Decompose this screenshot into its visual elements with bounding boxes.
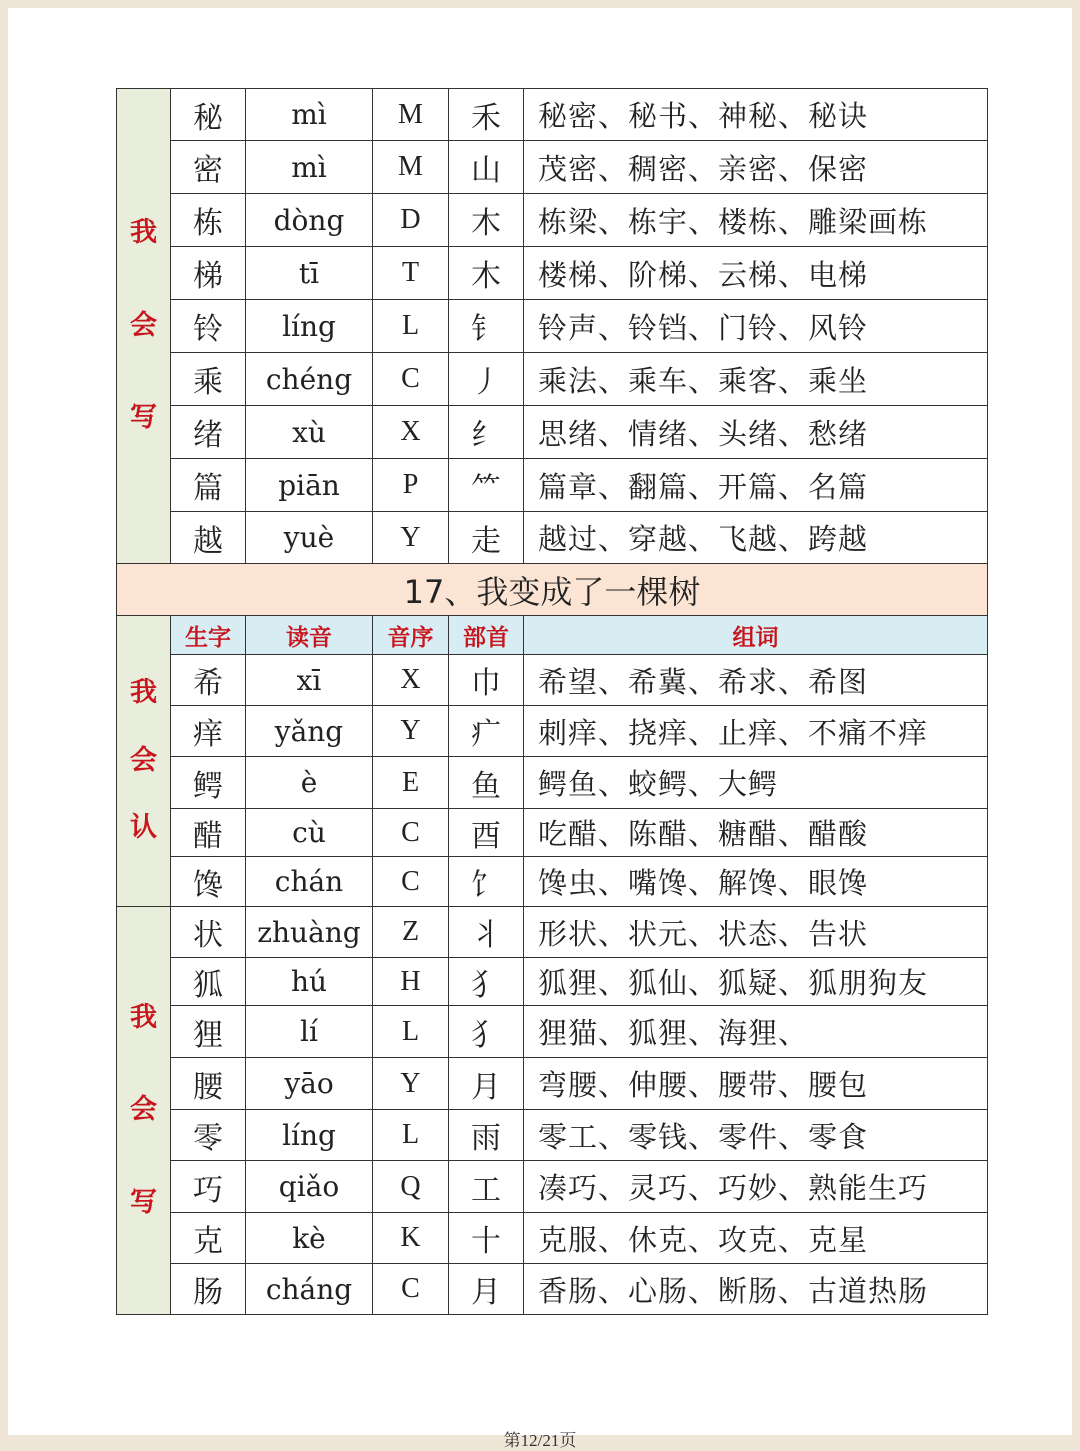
character-cell: 肠 [171, 1264, 246, 1315]
table-row [117, 958, 988, 1006]
radical-cell: 雨 [449, 1110, 524, 1161]
letter-order-cell: D [373, 194, 449, 247]
letter-order-cell: E [373, 757, 449, 809]
header-row [117, 616, 988, 655]
table-row [117, 194, 988, 247]
radical-cell: 月 [449, 1058, 524, 1110]
pinyin-cell: hú [246, 958, 373, 1006]
table-row [117, 706, 988, 757]
character-cell: 密 [171, 141, 246, 194]
radical-cell: 山 [449, 141, 524, 194]
words-cell: 乘法、乘车、乘客、乘坐 [524, 353, 988, 406]
character-cell: 秘 [171, 89, 246, 141]
words-cell: 茂密、稠密、亲密、保密 [524, 141, 988, 194]
words-cell: 形状、状元、状态、告状 [524, 907, 988, 958]
words-cell: 狐狸、狐仙、狐疑、狐朋狗友 [524, 958, 988, 1006]
page-number: 第12/21页 [503, 1431, 577, 1450]
table-row [117, 857, 988, 907]
letter-order-cell: L [373, 1006, 449, 1058]
table-row [117, 757, 988, 809]
column-header-pinyin: 读音 [246, 616, 373, 655]
section-label-char: 认 [130, 812, 157, 844]
words-cell: 思绪、情绪、头绪、愁绪 [524, 406, 988, 459]
pinyin-cell: qiǎo [246, 1161, 373, 1213]
pinyin-cell: cháng [246, 1264, 373, 1315]
pinyin-cell: mì [246, 89, 373, 141]
letter-order-cell: Q [373, 1161, 449, 1213]
words-cell: 馋虫、嘴馋、解馋、眼馋 [524, 857, 988, 907]
words-cell: 克服、休克、攻克、克星 [524, 1213, 988, 1264]
words-cell: 希望、希冀、希求、希图 [524, 655, 988, 706]
pinyin-cell: chéng [246, 353, 373, 406]
radical-cell: ⺮ [449, 459, 524, 512]
words-cell: 弯腰、伸腰、腰带、腰包 [524, 1058, 988, 1110]
pinyin-cell: zhuàng [246, 907, 373, 958]
radical-cell: 工 [449, 1161, 524, 1213]
letter-order-cell: Y [373, 706, 449, 757]
pinyin-cell: piān [246, 459, 373, 512]
character-cell: 铃 [171, 300, 246, 353]
character-cell: 狸 [171, 1006, 246, 1058]
radical-cell: 走 [449, 512, 524, 564]
table-row [117, 247, 988, 300]
pinyin-cell: yuè [246, 512, 373, 564]
letter-order-cell: M [373, 141, 449, 194]
character-cell: 克 [171, 1213, 246, 1264]
table-row [117, 1161, 988, 1213]
table-row [117, 300, 988, 353]
letter-order-cell: C [373, 857, 449, 907]
words-cell: 铃声、铃铛、门铃、风铃 [524, 300, 988, 353]
section-label [117, 89, 171, 564]
section-label-char: 我 [130, 1001, 157, 1033]
letter-order-cell: C [373, 353, 449, 406]
table-row [117, 141, 988, 194]
table-row [117, 809, 988, 857]
section-label-char: 会 [130, 744, 157, 776]
letter-order-cell: K [373, 1213, 449, 1264]
lesson-title: 17、我变成了一棵树 [117, 564, 988, 616]
radical-cell: 酉 [449, 809, 524, 857]
letter-order-cell: Z [373, 907, 449, 958]
character-cell: 鳄 [171, 757, 246, 809]
table-row [117, 1058, 988, 1110]
pinyin-cell: tī [246, 247, 373, 300]
letter-order-cell: H [373, 958, 449, 1006]
pinyin-cell: kè [246, 1213, 373, 1264]
words-cell: 刺痒、挠痒、止痒、不痛不痒 [524, 706, 988, 757]
character-cell: 状 [171, 907, 246, 958]
pinyin-cell: lí [246, 1006, 373, 1058]
radical-cell: 丬 [449, 907, 524, 958]
letter-order-cell: L [373, 300, 449, 353]
radical-cell: 木 [449, 194, 524, 247]
table-row [117, 907, 988, 958]
radical-cell: 木 [449, 247, 524, 300]
column-header-order: 音序 [373, 616, 449, 655]
pinyin-cell: chán [246, 857, 373, 907]
character-cell: 痒 [171, 706, 246, 757]
words-cell: 狸猫、狐狸、海狸、 [524, 1006, 988, 1058]
table-row [117, 353, 988, 406]
radical-cell: 钅 [449, 300, 524, 353]
words-cell: 吃醋、陈醋、糖醋、醋酸 [524, 809, 988, 857]
table-row [117, 89, 988, 141]
table-row [117, 406, 988, 459]
table-row [117, 1213, 988, 1264]
words-cell: 凑巧、灵巧、巧妙、熟能生巧 [524, 1161, 988, 1213]
pinyin-cell: xù [246, 406, 373, 459]
pinyin-cell: yāo [246, 1058, 373, 1110]
words-cell: 越过、穿越、飞越、跨越 [524, 512, 988, 564]
radical-cell: 纟 [449, 406, 524, 459]
table-row [117, 1006, 988, 1058]
words-cell: 篇章、翻篇、开篇、名篇 [524, 459, 988, 512]
radical-cell: 犭 [449, 958, 524, 1006]
radical-cell: 十 [449, 1213, 524, 1264]
words-cell: 栋梁、栋宇、楼栋、雕梁画栋 [524, 194, 988, 247]
radical-cell: 巾 [449, 655, 524, 706]
letter-order-cell: T [373, 247, 449, 300]
pinyin-cell: cù [246, 809, 373, 857]
pinyin-cell: líng [246, 1110, 373, 1161]
words-cell: 秘密、秘书、神秘、秘诀 [524, 89, 988, 141]
words-cell: 零工、零钱、零件、零食 [524, 1110, 988, 1161]
column-header-radical: 部首 [449, 616, 524, 655]
section-label-char: 我 [130, 677, 157, 709]
letter-order-cell: Y [373, 1058, 449, 1110]
document-page [8, 8, 1072, 1450]
character-cell: 越 [171, 512, 246, 564]
radical-cell: 月 [449, 1264, 524, 1315]
table-row [117, 1264, 988, 1315]
section-label-char: 写 [130, 402, 157, 434]
character-cell: 篇 [171, 459, 246, 512]
radical-cell: 饣 [449, 857, 524, 907]
character-cell: 醋 [171, 809, 246, 857]
section-label-char: 会 [130, 309, 157, 341]
character-cell: 零 [171, 1110, 246, 1161]
letter-order-cell: C [373, 1264, 449, 1315]
letter-order-cell: X [373, 406, 449, 459]
letter-order-cell: P [373, 459, 449, 512]
radical-cell: 疒 [449, 706, 524, 757]
section-label-char: 写 [130, 1186, 157, 1218]
words-cell: 楼梯、阶梯、云梯、电梯 [524, 247, 988, 300]
section-label [117, 907, 171, 1315]
radical-cell: 犭 [449, 1006, 524, 1058]
pinyin-cell: xī [246, 655, 373, 706]
table-row [117, 655, 988, 706]
character-cell: 巧 [171, 1161, 246, 1213]
letter-order-cell: L [373, 1110, 449, 1161]
pinyin-cell: yǎng [246, 706, 373, 757]
table-row [117, 1110, 988, 1161]
radical-cell: 禾 [449, 89, 524, 141]
pinyin-cell: dòng [246, 194, 373, 247]
letter-order-cell: Y [373, 512, 449, 564]
character-cell: 希 [171, 655, 246, 706]
letter-order-cell: X [373, 655, 449, 706]
vocab-table [116, 88, 988, 1315]
radical-cell: 鱼 [449, 757, 524, 809]
pinyin-cell: mì [246, 141, 373, 194]
pinyin-cell: è [246, 757, 373, 809]
letter-order-cell: C [373, 809, 449, 857]
pinyin-cell: líng [246, 300, 373, 353]
character-cell: 狐 [171, 958, 246, 1006]
column-header-words: 组词 [524, 616, 988, 655]
section-label-char: 会 [130, 1094, 157, 1126]
character-cell: 栋 [171, 194, 246, 247]
column-header-char: 生字 [171, 616, 246, 655]
letter-order-cell: M [373, 89, 449, 141]
character-cell: 绪 [171, 406, 246, 459]
words-cell: 香肠、心肠、断肠、古道热肠 [524, 1264, 988, 1315]
section-label [117, 616, 171, 907]
character-cell: 腰 [171, 1058, 246, 1110]
lesson-title-row [117, 564, 988, 616]
section-label-char: 我 [130, 217, 157, 249]
table-row [117, 512, 988, 564]
radical-cell: 丿 [449, 353, 524, 406]
character-cell: 馋 [171, 857, 246, 907]
character-cell: 梯 [171, 247, 246, 300]
character-cell: 乘 [171, 353, 246, 406]
words-cell: 鳄鱼、蛟鳄、大鳄 [524, 757, 988, 809]
table-row [117, 459, 988, 512]
